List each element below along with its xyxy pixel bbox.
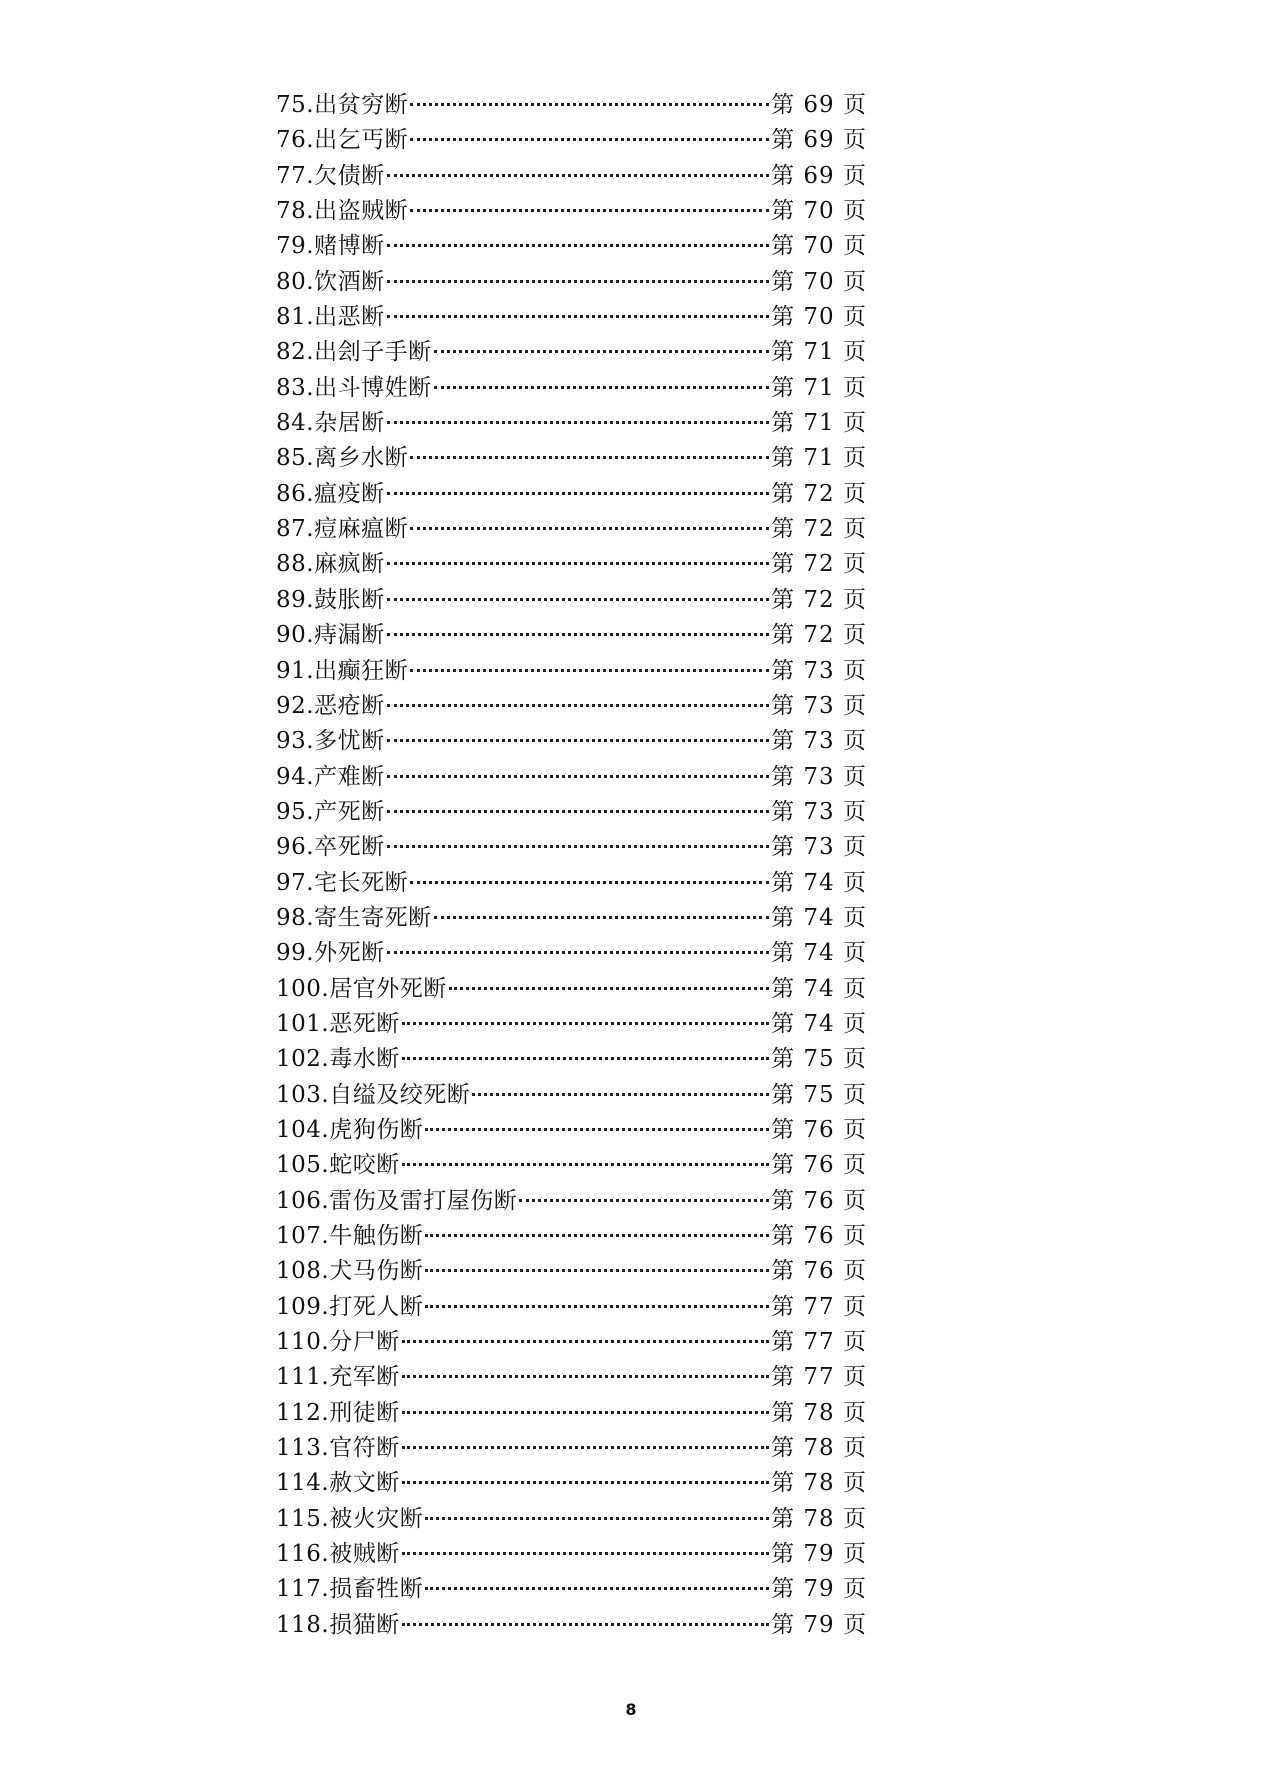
toc-entry[interactable] xyxy=(276,866,867,901)
dot-leader xyxy=(402,1365,769,1378)
entry-title: 被火灾断 xyxy=(329,1505,424,1532)
entry-title: 居官外死断 xyxy=(329,975,447,1002)
entry-page: 第 78 页 xyxy=(771,1435,867,1462)
entry-number: 101. xyxy=(276,1010,330,1037)
dot-leader xyxy=(387,588,770,601)
entry-page: 第 70 页 xyxy=(771,304,867,331)
toc-entry[interactable] xyxy=(276,371,867,406)
entry-title: 被贼断 xyxy=(329,1541,400,1568)
entry-title: 产死断 xyxy=(314,798,385,825)
dot-leader xyxy=(402,1047,769,1060)
table-of-contents xyxy=(276,88,867,1643)
entry-number: 77. xyxy=(276,162,315,189)
dot-leader xyxy=(387,729,770,742)
entry-page: 第 78 页 xyxy=(771,1505,867,1532)
dot-leader xyxy=(410,659,769,672)
entry-page: 第 72 页 xyxy=(771,551,867,578)
entry-title: 多忧断 xyxy=(314,728,385,755)
dot-leader xyxy=(387,941,770,954)
entry-page: 第 70 页 xyxy=(771,268,867,295)
toc-entry[interactable] xyxy=(276,123,867,158)
entry-title: 损畜牲断 xyxy=(329,1576,424,1603)
entry-page: 第 69 页 xyxy=(771,127,867,154)
dot-leader xyxy=(425,1259,769,1272)
entry-page: 第 74 页 xyxy=(771,1010,867,1037)
dot-leader xyxy=(410,199,769,212)
toc-entry[interactable] xyxy=(276,1042,867,1077)
toc-entry[interactable] xyxy=(276,1537,867,1572)
entry-number: 113. xyxy=(276,1435,330,1462)
dot-leader xyxy=(434,906,770,919)
dot-leader xyxy=(387,482,770,495)
toc-entry[interactable] xyxy=(276,972,867,1007)
entry-number: 106. xyxy=(276,1187,330,1214)
entry-title: 鼓胀断 xyxy=(314,586,385,613)
entry-title: 损猫断 xyxy=(329,1611,400,1638)
dot-leader xyxy=(425,1118,769,1131)
entry-page: 第 75 页 xyxy=(771,1081,867,1108)
toc-entry[interactable] xyxy=(276,1148,867,1183)
dot-leader xyxy=(402,1542,769,1555)
toc-entry[interactable] xyxy=(276,1466,867,1501)
toc-entry[interactable] xyxy=(276,760,867,795)
dot-leader xyxy=(387,234,770,247)
dot-leader xyxy=(387,164,770,177)
entry-number: 109. xyxy=(276,1293,330,1320)
toc-entry[interactable] xyxy=(276,194,867,229)
entry-page: 第 74 页 xyxy=(771,904,867,931)
entry-number: 76. xyxy=(276,127,315,154)
dot-leader xyxy=(387,694,770,707)
dot-leader xyxy=(402,1471,769,1484)
entry-title: 欠债断 xyxy=(314,162,385,189)
entry-number: 107. xyxy=(276,1223,330,1249)
entry-page: 第 74 页 xyxy=(771,869,867,896)
entry-page: 第 72 页 xyxy=(771,622,867,649)
dot-leader xyxy=(402,1330,769,1343)
toc-entry[interactable] xyxy=(276,512,867,547)
entry-title: 麻疯断 xyxy=(314,551,385,578)
entry-title: 恶疮断 xyxy=(314,692,385,719)
entry-number: 102. xyxy=(276,1046,330,1073)
entry-number: 112. xyxy=(276,1399,330,1426)
entry-page: 第 77 页 xyxy=(771,1364,867,1391)
entry-number: 82. xyxy=(276,339,315,366)
entry-number: 94. xyxy=(276,763,315,790)
toc-entry[interactable] xyxy=(276,1007,867,1042)
toc-entry[interactable] xyxy=(276,441,867,476)
dot-leader xyxy=(402,1012,769,1025)
entry-title: 饮酒断 xyxy=(314,268,385,295)
dot-leader xyxy=(402,1153,769,1166)
entry-title: 瘟疫断 xyxy=(314,480,385,507)
entry-page: 第 79 页 xyxy=(771,1541,867,1568)
entry-page: 第 73 页 xyxy=(771,692,867,719)
entry-page: 第 76 页 xyxy=(771,1152,867,1179)
entry-page: 第 73 页 xyxy=(771,834,867,861)
dot-leader xyxy=(449,977,769,990)
toc-entry[interactable] xyxy=(276,1113,867,1148)
entry-title: 毒水断 xyxy=(329,1046,400,1073)
entry-title: 赦文断 xyxy=(329,1470,400,1497)
entry-number: 118. xyxy=(276,1611,330,1638)
dot-leader xyxy=(519,1189,769,1202)
entry-page: 第 71 页 xyxy=(771,339,867,366)
entry-page: 第 79 页 xyxy=(771,1576,867,1603)
entry-page: 第 70 页 xyxy=(771,198,867,225)
entry-title: 出刽子手断 xyxy=(314,339,432,366)
toc-entry[interactable] xyxy=(276,901,867,936)
entry-number: 98. xyxy=(276,904,315,931)
entry-page: 第 72 页 xyxy=(771,480,867,507)
toc-entry[interactable] xyxy=(276,335,867,370)
toc-entry[interactable] xyxy=(276,795,867,830)
dot-leader xyxy=(410,517,769,530)
entry-title: 刑徒断 xyxy=(329,1399,400,1426)
page-number: 8 xyxy=(625,1700,637,1719)
entry-title: 充军断 xyxy=(329,1364,400,1391)
entry-number: 105. xyxy=(276,1152,330,1179)
toc-entry[interactable] xyxy=(276,229,867,264)
entry-page: 第 76 页 xyxy=(771,1116,867,1143)
entry-title: 出癫狂断 xyxy=(314,657,409,684)
entry-number: 89. xyxy=(276,586,315,613)
entry-number: 97. xyxy=(276,869,315,896)
toc-entry[interactable] xyxy=(276,1360,867,1395)
entry-title: 产难断 xyxy=(314,763,385,790)
entry-page: 第 76 页 xyxy=(771,1223,867,1249)
dot-leader xyxy=(387,835,770,848)
toc-entry[interactable] xyxy=(276,1184,867,1219)
dot-leader xyxy=(387,270,770,283)
entry-number: 93. xyxy=(276,728,315,755)
dot-leader xyxy=(387,800,770,813)
toc-entry[interactable] xyxy=(276,830,867,865)
entry-number: 78. xyxy=(276,198,315,225)
toc-entry[interactable] xyxy=(276,406,867,441)
toc-entry[interactable] xyxy=(276,1572,867,1607)
toc-entry[interactable] xyxy=(276,724,867,759)
entry-number: 103. xyxy=(276,1081,330,1108)
toc-entry[interactable] xyxy=(276,618,867,653)
entry-number: 80. xyxy=(276,268,315,295)
entry-title: 杂居断 xyxy=(314,410,385,437)
toc-entry[interactable] xyxy=(276,689,867,724)
entry-page: 第 72 页 xyxy=(771,516,867,543)
toc-entry[interactable] xyxy=(276,1325,867,1360)
toc-entry[interactable] xyxy=(276,477,867,512)
entry-title: 出盗贼断 xyxy=(314,198,409,225)
dot-leader xyxy=(402,1401,769,1414)
dot-leader xyxy=(387,623,770,636)
entry-title: 宅长死断 xyxy=(314,869,409,896)
dot-leader xyxy=(410,93,769,106)
entry-page: 第 69 页 xyxy=(771,92,867,118)
entry-page: 第 73 页 xyxy=(771,763,867,790)
entry-number: 116. xyxy=(276,1541,330,1568)
entry-page: 第 74 页 xyxy=(771,940,867,967)
entry-number: 117. xyxy=(276,1576,330,1603)
entry-title: 出斗博姓断 xyxy=(314,374,432,401)
entry-number: 75. xyxy=(276,92,315,118)
toc-entry[interactable] xyxy=(276,547,867,582)
dot-leader xyxy=(425,1295,769,1308)
entry-number: 114. xyxy=(276,1470,330,1497)
toc-entry[interactable] xyxy=(276,265,867,300)
dot-leader xyxy=(387,765,770,778)
entry-page: 第 78 页 xyxy=(771,1470,867,1497)
dot-leader xyxy=(402,1613,769,1626)
entry-page: 第 70 页 xyxy=(771,233,867,260)
toc-entry[interactable] xyxy=(276,1608,867,1643)
entry-number: 91. xyxy=(276,657,315,684)
entry-title: 分尸断 xyxy=(329,1329,400,1356)
entry-title: 痔漏断 xyxy=(314,622,385,649)
entry-number: 110. xyxy=(276,1329,330,1356)
entry-title: 外死断 xyxy=(314,940,385,967)
toc-entry[interactable] xyxy=(276,1219,867,1254)
entry-page: 第 71 页 xyxy=(771,374,867,401)
entry-number: 92. xyxy=(276,692,315,719)
entry-page: 第 73 页 xyxy=(771,798,867,825)
entry-page: 第 76 页 xyxy=(771,1258,867,1285)
entry-title: 自缢及绞死断 xyxy=(329,1081,471,1108)
entry-number: 85. xyxy=(276,445,315,472)
entry-page: 第 73 页 xyxy=(771,728,867,755)
entry-number: 99. xyxy=(276,940,315,967)
entry-title: 雷伤及雷打屋伤断 xyxy=(329,1187,518,1214)
entry-title: 出贫穷断 xyxy=(314,92,409,118)
entry-page: 第 71 页 xyxy=(771,410,867,437)
entry-number: 100. xyxy=(276,975,330,1002)
entry-page: 第 79 页 xyxy=(771,1611,867,1638)
entry-title: 寄生寄死断 xyxy=(314,904,432,931)
toc-entry[interactable] xyxy=(276,1431,867,1466)
dot-leader xyxy=(434,340,770,353)
dot-leader xyxy=(425,1577,769,1590)
entry-title: 痘麻瘟断 xyxy=(314,516,409,543)
entry-page: 第 72 页 xyxy=(771,586,867,613)
entry-page: 第 76 页 xyxy=(771,1187,867,1214)
entry-number: 81. xyxy=(276,304,315,331)
entry-title: 犬马伤断 xyxy=(329,1258,424,1285)
entry-title: 恶死断 xyxy=(329,1010,400,1037)
dot-leader xyxy=(387,552,770,565)
entry-page: 第 78 页 xyxy=(771,1399,867,1426)
dot-leader xyxy=(402,1436,769,1449)
entry-number: 90. xyxy=(276,622,315,649)
dot-leader xyxy=(425,1507,769,1520)
toc-entry[interactable] xyxy=(276,583,867,618)
entry-number: 95. xyxy=(276,798,315,825)
entry-title: 出乞丐断 xyxy=(314,127,409,154)
entry-title: 虎狗伤断 xyxy=(329,1116,424,1143)
entry-number: 104. xyxy=(276,1116,330,1143)
entry-number: 87. xyxy=(276,516,315,543)
entry-number: 79. xyxy=(276,233,315,260)
entry-title: 牛触伤断 xyxy=(329,1223,424,1249)
entry-page: 第 77 页 xyxy=(771,1329,867,1356)
entry-number: 84. xyxy=(276,410,315,437)
entry-number: 86. xyxy=(276,480,315,507)
entry-title: 出恶断 xyxy=(314,304,385,331)
entry-title: 赌博断 xyxy=(314,233,385,260)
entry-title: 离乡水断 xyxy=(314,445,409,472)
entry-page: 第 77 页 xyxy=(771,1293,867,1320)
entry-number: 111. xyxy=(276,1364,330,1391)
entry-number: 83. xyxy=(276,374,315,401)
toc-entry[interactable] xyxy=(276,1078,867,1113)
dot-leader xyxy=(434,376,770,389)
entry-number: 115. xyxy=(276,1505,330,1532)
entry-page: 第 73 页 xyxy=(771,657,867,684)
toc-entry[interactable] xyxy=(276,1502,867,1537)
dot-leader xyxy=(425,1224,769,1237)
dot-leader xyxy=(387,305,770,318)
entry-number: 96. xyxy=(276,834,315,861)
entry-number: 88. xyxy=(276,551,315,578)
entry-title: 卒死断 xyxy=(314,834,385,861)
toc-entry[interactable] xyxy=(276,1290,867,1325)
dot-leader xyxy=(410,128,769,141)
entry-page: 第 75 页 xyxy=(771,1046,867,1073)
toc-entry[interactable] xyxy=(276,1396,867,1431)
toc-entry[interactable] xyxy=(276,159,867,194)
toc-entry[interactable] xyxy=(276,300,867,335)
entry-title: 打死人断 xyxy=(329,1293,424,1320)
dot-leader xyxy=(410,871,769,884)
entry-page: 第 69 页 xyxy=(771,162,867,189)
dot-leader xyxy=(410,446,769,459)
toc-entry[interactable] xyxy=(276,88,867,123)
entry-number: 108. xyxy=(276,1258,330,1285)
entry-page: 第 71 页 xyxy=(771,445,867,472)
toc-entry[interactable] xyxy=(276,654,867,689)
toc-entry[interactable] xyxy=(276,936,867,971)
entry-title: 官符断 xyxy=(329,1435,400,1462)
dot-leader xyxy=(387,411,770,424)
dot-leader xyxy=(472,1083,769,1096)
entry-page: 第 74 页 xyxy=(771,975,867,1002)
entry-title: 蛇咬断 xyxy=(329,1152,400,1179)
toc-entry[interactable] xyxy=(276,1254,867,1289)
